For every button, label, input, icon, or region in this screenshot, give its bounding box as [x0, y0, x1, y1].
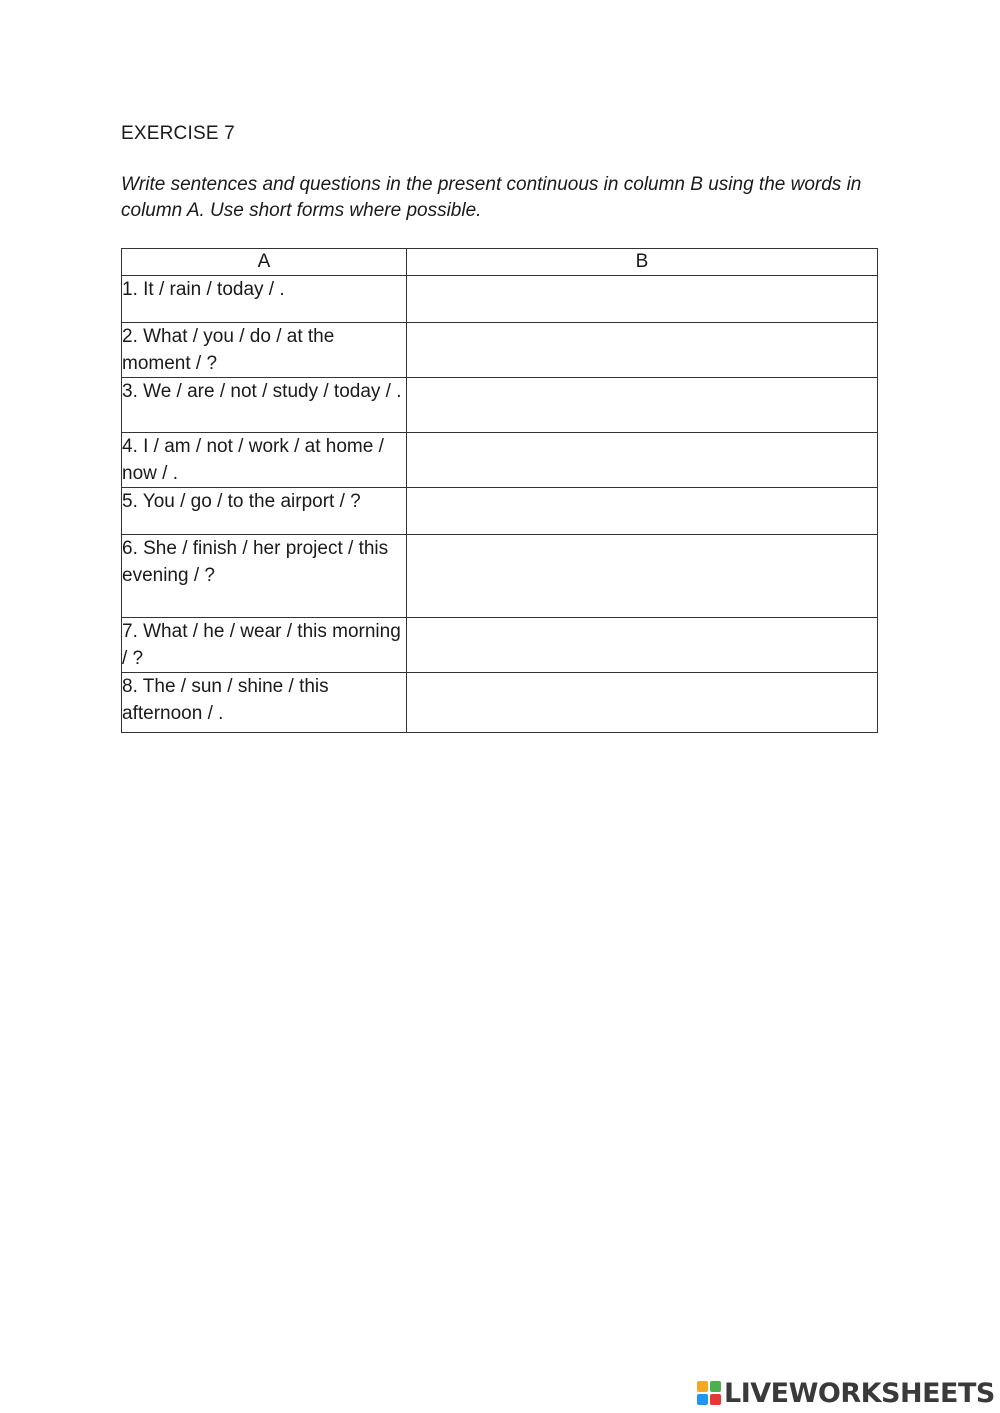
answer-cell[interactable]	[407, 323, 878, 378]
table-row	[122, 433, 878, 488]
exercise-title: EXERCISE 7	[121, 123, 235, 144]
table-row	[122, 535, 878, 618]
exercise-table	[121, 248, 878, 733]
answer-cell[interactable]	[407, 673, 878, 733]
prompt-cell: 1. It / rain / today / .	[122, 276, 407, 323]
prompt-cell: 2. What / you / do / at the moment / ?	[122, 323, 407, 378]
table-row	[122, 378, 878, 433]
table-header-row	[122, 249, 878, 276]
table-row	[122, 673, 878, 733]
liveworksheets-logo	[697, 1378, 995, 1408]
table-row	[122, 323, 878, 378]
answer-cell[interactable]	[407, 433, 878, 488]
table-row	[122, 618, 878, 673]
exercise-instructions: Write sentences and questions in the present continuous in column B using the words in column A. Use short forms where possible.	[121, 174, 862, 221]
prompt-cell: 8. The / sun / shine / this afternoon / .	[122, 673, 407, 733]
prompt-cell: 3. We / are / not / study / today / .	[122, 378, 407, 433]
prompt-cell: 6. She / finish / her project / this evening / ?	[122, 535, 407, 618]
table-row	[122, 276, 878, 323]
prompt-cell: 4. I / am / not / work / at home / now / .	[122, 433, 407, 488]
answer-cell[interactable]	[407, 488, 878, 535]
answer-cell[interactable]	[407, 378, 878, 433]
answer-cell[interactable]	[407, 535, 878, 618]
answer-cell[interactable]	[407, 276, 878, 323]
answer-cell[interactable]	[407, 618, 878, 673]
column-b-header: B	[407, 249, 878, 276]
column-a-header: A	[122, 249, 407, 276]
prompt-cell: 5. You / go / to the airport / ?	[122, 488, 407, 535]
logo-wordmark: LIVEWORKSHEETS	[724, 1377, 995, 1409]
prompt-cell: 7. What / he / wear / this morning / ?	[122, 618, 407, 673]
liveworksheets-logo-icon	[697, 1381, 721, 1405]
table-row	[122, 488, 878, 535]
